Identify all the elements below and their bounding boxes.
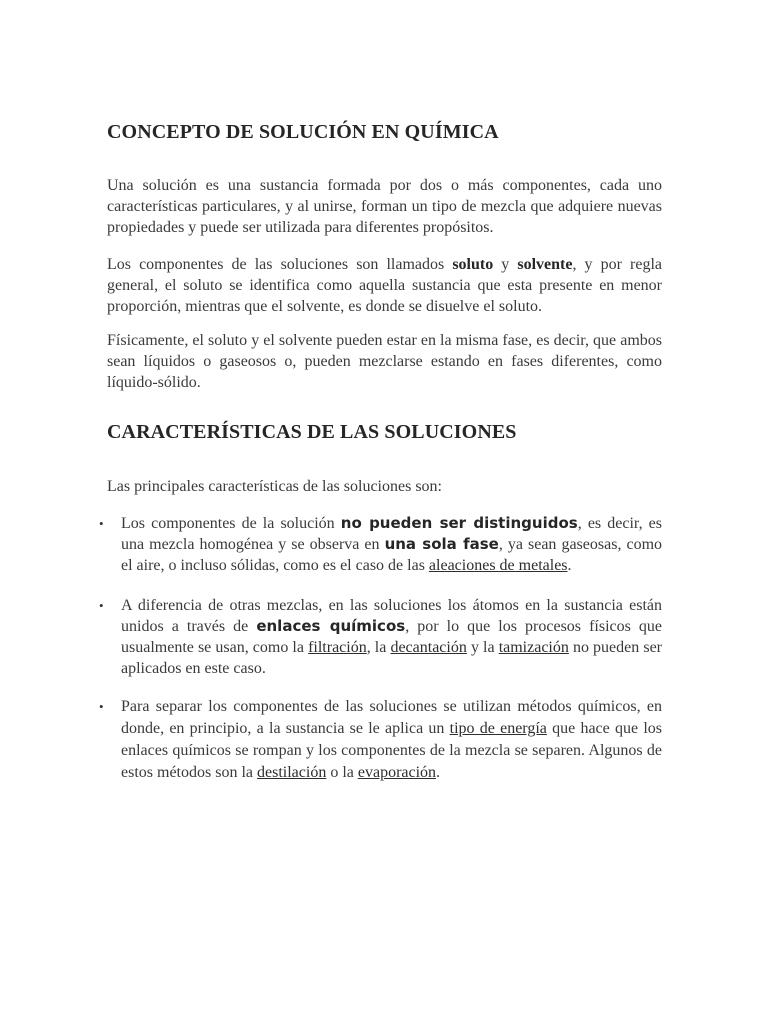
paragraph-components bbox=[107, 254, 662, 317]
paragraph-phases: Físicamente, el soluto y el solvente pueden estar en la misma fase, es decir, que ambos sean líquidos o gaseosos o, pueden mezclarse estando en fases diferentes, como líquido-sólido. bbox=[107, 332, 662, 391]
text-span: Los componentes de las soluciones son llamados bbox=[107, 256, 453, 273]
paragraph-definition: Una solución es una sustancia formada por dos o más componentes, cada uno características particulares, y al unirse, forman un tipo de mezcla que adquiere nuevas propiedades y puede ser utilizada para diferentes propósitos. bbox=[107, 177, 662, 236]
list-item bbox=[99, 696, 662, 784]
text-span: que hace que los enlaces químicos se rompan y los componentes de la mezcla se separen. Algunos de estos métodos son la bbox=[121, 720, 662, 781]
bold-term-soluto: soluto bbox=[452, 256, 494, 273]
text-span: , ya sean gaseosas, como el aire, o incluso sólidas, como es el caso de las bbox=[121, 536, 663, 574]
list-item bbox=[99, 595, 663, 679]
text-span: . bbox=[567, 557, 572, 574]
text-span: , la bbox=[366, 639, 391, 656]
text-span: Los componentes de la solución bbox=[121, 515, 341, 532]
list-item bbox=[99, 513, 663, 576]
bullet-icon: • bbox=[99, 598, 104, 613]
text-span: y bbox=[493, 256, 518, 273]
text-span: , y por regla general, el soluto se identifica como aquella sustancia que esta presente en menor proporción, mientras que el solvente, es donde se disuelve el soluto. bbox=[107, 256, 662, 315]
bold-term-solvente: solvente bbox=[517, 256, 573, 273]
link-filtracion[interactable]: filtración bbox=[308, 639, 367, 656]
text-span: no pueden ser aplicados en este caso. bbox=[121, 639, 663, 677]
link-tipo-de-energia[interactable]: tipo de energía bbox=[449, 720, 547, 737]
link-decantacion[interactable]: decantación bbox=[390, 639, 467, 656]
text-span: , es decir, es una mezcla homogénea y se observa en bbox=[121, 515, 662, 553]
bold-term: no pueden ser distinguidos bbox=[340, 514, 578, 532]
text-span: y la bbox=[466, 639, 499, 656]
text-span: o la bbox=[326, 764, 358, 781]
bold-term: una sola fase bbox=[384, 535, 499, 553]
heading-caracteristicas: CARACTERÍSTICAS DE LAS SOLUCIONES bbox=[107, 421, 517, 443]
text-span: , por lo que los procesos físicos que usualmente se usan, como la bbox=[121, 618, 663, 656]
link-aleaciones-de-metales[interactable]: aleaciones de metales bbox=[428, 557, 568, 574]
bold-term: enlaces químicos bbox=[256, 617, 406, 635]
bullet-icon: • bbox=[99, 699, 104, 714]
paragraph-intro-list: Las principales características de las soluciones son: bbox=[107, 478, 442, 495]
text-span: Para separar los componentes de las soluciones se utilizan métodos químicos, en donde, en principio, a la sustancia se le aplica un bbox=[121, 698, 662, 737]
link-tamizacion[interactable]: tamización bbox=[498, 639, 569, 656]
text-span: . bbox=[436, 764, 441, 781]
heading-concepto: CONCEPTO DE SOLUCIÓN EN QUÍMICA bbox=[107, 121, 499, 143]
link-evaporacion[interactable]: evaporación bbox=[357, 764, 437, 781]
link-destilacion[interactable]: destilación bbox=[257, 764, 327, 781]
text-span: A diferencia de otras mezclas, en las soluciones los átomos en la sustancia están unidos a través de bbox=[121, 597, 662, 635]
bullet-icon: • bbox=[99, 516, 104, 531]
